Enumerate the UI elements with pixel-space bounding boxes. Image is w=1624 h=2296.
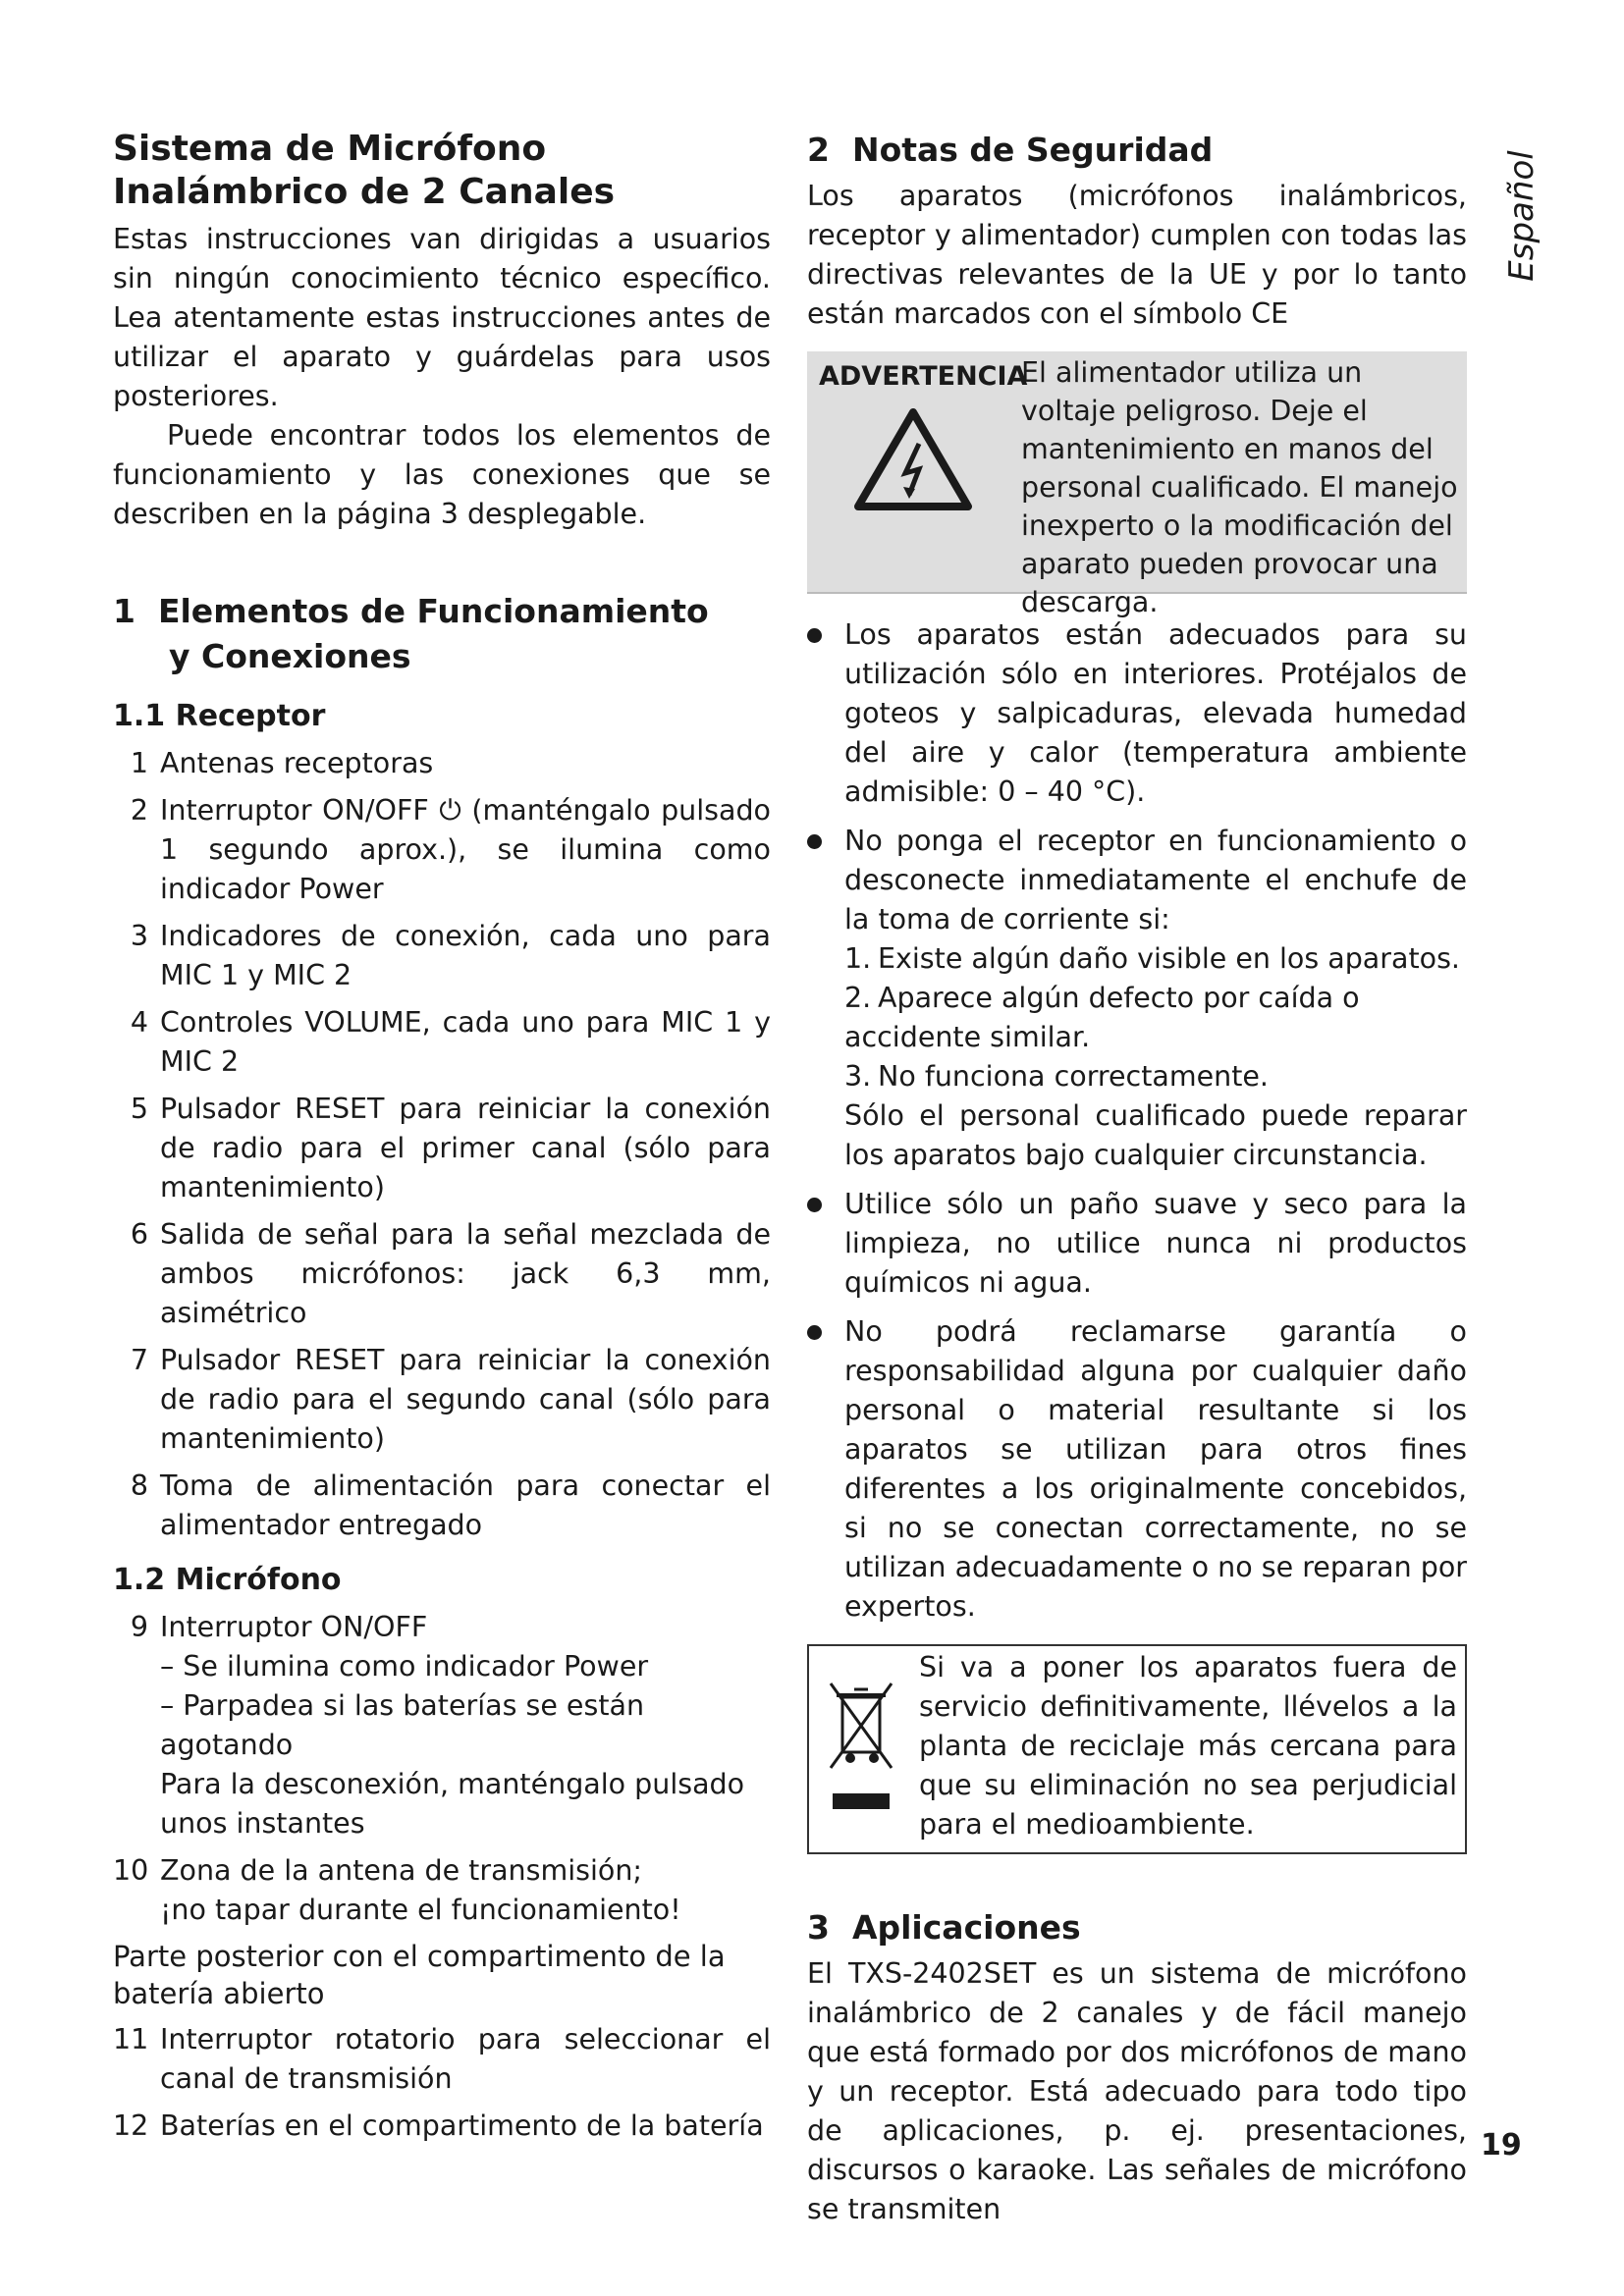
safety-bullets — [807, 615, 1467, 1627]
list-item: Utilice sólo un paño suave y seco para la limpieza, no utilice nunca ni productos químicos ni agua. — [807, 1185, 1467, 1303]
list-item: 3 Indicadores de conexión, cada uno para MIC 1 y MIC 2 — [130, 920, 771, 991]
list-subitem: Para la desconexión, manténgalo pulsado unos instantes — [160, 1768, 745, 1840]
receptor-list — [113, 744, 771, 1545]
list-item: 12 Baterías en el compartimento de la batería — [113, 2109, 764, 2142]
list-item: 2 Interruptor ON/OFF ⏻ (manténgalo pulsado 1 segundo aprox.), se ilumina como indicador Power — [130, 794, 771, 905]
applications-paragraph: El TXS-2402SET es un sistema de micrófono inalámbrico de 2 canales y de fácil manejo que está formado por dos micrófonos de mano y un receptor. Está adecuado para todo tipo de aplicaciones, p. ej. presentaciones, discursos o karaoke. Las señales de micrófono se transmiten — [807, 1957, 1467, 2225]
bullet-icon — [807, 628, 822, 643]
language-tab — [1492, 128, 1551, 304]
back-compartment-heading: Parte posterior con el compartimento de la batería abierto — [113, 1940, 726, 2010]
safety-intro: Los aparatos (micrófonos inalámbricos, receptor y alimentador) cumplen con todas las directivas relevantes de la UE y por lo tanto están marcados con el símbolo CE — [807, 180, 1467, 330]
right-column — [807, 128, 1467, 2229]
subsection-1-1-heading: 1.1 Receptor — [113, 699, 326, 733]
list-subitem: – Se ilumina como indicador Power — [160, 1650, 649, 1682]
list-item: 6 Salida de señal para la señal mezclada de ambos micrófonos: jack 6,3 mm, asimétrico — [130, 1218, 771, 1329]
warning-text: El alimentador utiliza un voltaje peligroso. Deje el mantenimiento en manos del personal cualificado. El manejo inexperto o la modificación del aparato pueden provocar una descarga. — [1021, 356, 1458, 618]
list-item: 10 Zona de la antena de transmisión; — [113, 1854, 642, 1887]
intro-paragraph-1: Estas instrucciones van dirigidas a usuarios sin ningún conocimiento técnico específico. Lea atentamente estas instrucciones antes de utilizar el aparato y guárdelas para usos posteriores. — [113, 223, 771, 412]
list-item: 4 Controles VOLUME, cada uno para MIC 1 y MIC 2 — [130, 1006, 771, 1078]
language-tab-label: Español — [1502, 150, 1542, 282]
electric-shock-warning-icon — [854, 408, 972, 511]
disposal-text: Si va a poner los aparatos fuera de servicio definitivamente, llévelos a la planta de reciclaje más cercana para que su eliminación no sea perjudicial para el medioambiente. — [919, 1651, 1457, 1841]
section-1-heading — [113, 589, 771, 679]
intro-paragraph-2: Puede encontrar todos los elementos de funcionamiento y las conexiones que se describen en la página 3 desplegable. — [113, 419, 771, 530]
section-2-heading — [807, 128, 1467, 173]
bullet-icon — [807, 834, 822, 849]
left-column — [113, 128, 771, 2146]
list-item: 8 Toma de alimentación para conectar el alimentador entregado — [130, 1469, 771, 1541]
list-item: 7 Pulsador RESET para reiniciar la conexión de radio para el segundo canal (sólo para mantenimiento) — [130, 1344, 771, 1455]
section-3-number: 3 — [807, 1908, 830, 1947]
crossed-out-bin-icon — [827, 1678, 895, 1825]
section-1-title-b: y Conexiones — [169, 637, 411, 675]
page-number: 19 — [1481, 2128, 1522, 2163]
disposal-box — [807, 1644, 1467, 1854]
section-1-number: 1 — [113, 592, 135, 630]
list-item: No podrá reclamarse garantía o responsabilidad alguna por cualquier daño personal o material resultante si los aparatos se utilizan para otros fines diferentes a los originalmente concebidos, si no se conectan correctamente, no se utilizan adecuadamente o no se reparan por expertos. — [807, 1312, 1467, 1627]
list-item: Los aparatos están adecuados para su utilización sólo en interiores. Protéjalos de goteos y salpicaduras, elevada humedad del aire y calor (temperatura ambiente admisible: 0 – 40 °C). — [807, 615, 1467, 812]
list-item: 5 Pulsador RESET para reiniciar la conexión de radio para el primer canal (sólo para mantenimiento) — [130, 1093, 771, 1203]
bullet-icon — [807, 1198, 822, 1212]
sublist-item: 3. No funciona correctamente. — [844, 1060, 1269, 1093]
section-2-number: 2 — [807, 131, 830, 169]
document-title: Sistema de Micrófono Inalámbrico de 2 Canales — [113, 129, 616, 212]
list-subitem: ¡no tapar durante el funcionamiento! — [160, 1894, 681, 1926]
warning-box — [807, 351, 1467, 618]
sublist-item: 1. Existe algún daño visible en los aparatos. — [844, 942, 1460, 975]
section-1-title-a: Elementos de Funcionamiento — [157, 592, 709, 630]
sublist-note: Sólo el personal cualificado puede reparar los aparatos bajo cualquier circunstancia. — [844, 1099, 1467, 1171]
section-3-heading — [807, 1905, 1467, 1950]
list-item: No ponga el receptor en funcionamiento o desconecte inmediatamente el enchufe de la toma de corriente si: — [807, 822, 1467, 939]
bullet-icon — [807, 1325, 822, 1340]
section-3-title: Aplicaciones — [851, 1908, 1081, 1947]
warning-label: ADVERTENCIA — [819, 361, 1028, 392]
list-item: 11 Interruptor rotatorio para seleccionar el canal de transmisión — [113, 2023, 771, 2095]
subsection-1-2-heading: 1.2 Micrófono — [113, 1563, 342, 1597]
list-subitem: – Parpadea si las baterías se están agotando — [160, 1689, 645, 1761]
list-item: 9 Interruptor ON/OFF — [130, 1611, 428, 1643]
section-2-title: Notas de Seguridad — [851, 131, 1214, 169]
list-item: 1 Antenas receptoras — [130, 747, 434, 779]
sublist-item: 2. Aparece algún defecto por caída o accidente similar. — [844, 982, 1360, 1053]
